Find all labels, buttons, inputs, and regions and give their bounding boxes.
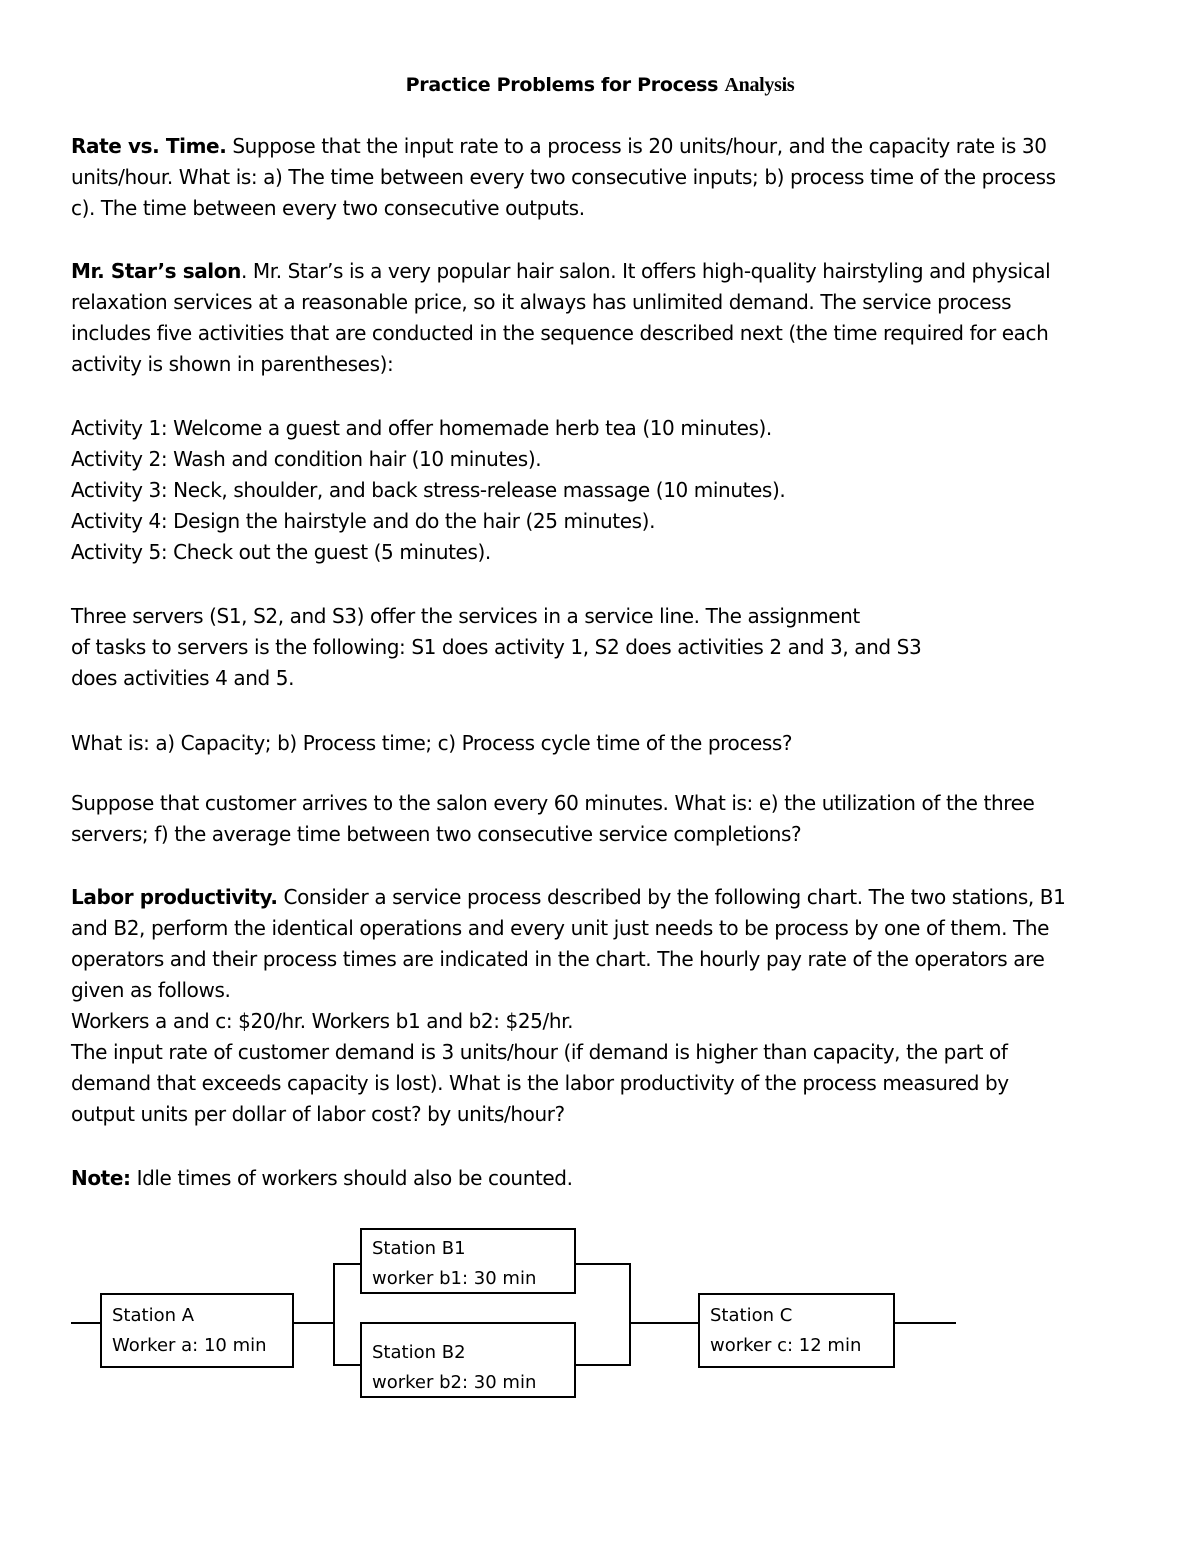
merge-to-c-line [629,1322,700,1324]
salon-line: relaxation services at a reasonable price, so it always has unlimited demand. The service process [71,290,1012,314]
labor-line: given as follows. [71,978,231,1002]
station-b2-name: Station B2 [372,1342,466,1363]
activity-item: Activity 3: Neck, shoulder, and back stress-release massage (10 minutes). [71,478,786,502]
labor-line: Consider a service process described by the following chart. The two stations, B1 [283,885,1066,909]
input-line [71,1322,102,1324]
activity-list [71,413,1141,568]
title-tail: Analysis [724,74,795,96]
labor-line: operators and their process times are indicated in the chart. The hourly pay rate of the operators are [71,947,1045,971]
station-c-box [698,1293,895,1368]
salon-paragraph [71,256,1141,380]
question-2-line: servers; f) the average time between two consecutive service completions? [71,822,802,846]
note-text: Idle times of workers should also be counted. [136,1166,573,1190]
station-a-name: Station A [112,1305,195,1326]
servers-paragraph [71,601,1141,694]
question-2 [71,788,1141,850]
b1-to-merge-line [574,1263,631,1265]
page-title [0,74,1200,97]
rate-line: c). The time between every two consecutive outputs. [71,196,585,220]
station-b1-box [360,1228,576,1294]
labor-paragraph [71,882,1141,1130]
servers-line: Three servers (S1, S2, and S3) offer the services in a service line. The assignment [71,604,860,628]
labor-line: demand that exceeds capacity is lost). What is the labor productivity of the process measured by [71,1071,1009,1095]
salon-heading: Mr. Star’s salon [71,259,241,283]
servers-line: does activities 4 and 5. [71,666,295,690]
station-a-worker: Worker a: 10 min [112,1335,267,1356]
station-b2-box [360,1322,576,1398]
activity-item: Activity 2: Wash and condition hair (10 minutes). [71,447,542,471]
note-paragraph [71,1163,1141,1194]
labor-line: output units per dollar of labor cost? by units/hour? [71,1102,565,1126]
servers-line: of tasks to servers is the following: S1 does activity 1, S2 does activities 2 and 3, and S3 [71,635,922,659]
salon-line: activity is shown in parentheses): [71,352,394,376]
activity-item: Activity 4: Design the hairstyle and do the hair (25 minutes). [71,509,656,533]
station-c-name: Station C [710,1305,793,1326]
labor-line: Workers a and c: $20/hr. Workers b1 and b2: $25/hr. [71,1009,574,1033]
b2-to-merge-line [574,1364,631,1366]
salon-line: . Mr. Star’s is a very popular hair salon. It offers high-quality hairstyling and physical [240,259,1051,283]
question-2-line: Suppose that customer arrives to the salon every 60 minutes. What is: e) the utilization of the three [71,791,1035,815]
activity-item: Activity 5: Check out the guest (5 minutes). [71,540,491,564]
split-vertical-line [333,1263,335,1366]
split-to-b2-line [333,1364,362,1366]
merge-vertical-line [629,1263,631,1366]
question-1-text: What is: a) Capacity; b) Process time; c) Process cycle time of the process? [71,731,793,755]
title-main: Practice Problems for Process [405,74,719,96]
rate-line: Suppose that the input rate to a process is 20 units/hour, and the capacity rate is 30 [232,134,1047,158]
question-1 [71,728,1141,759]
labor-line: The input rate of customer demand is 3 units/hour (if demand is higher than capacity, the part of [71,1040,1008,1064]
labor-heading: Labor productivity. [71,885,278,909]
station-a-box [100,1293,294,1368]
labor-line: and B2, perform the identical operations and every unit just needs to be process by one of them. The [71,916,1050,940]
rate-line: units/hour. What is: a) The time between every two consecutive inputs; b) process time of the process [71,165,1056,189]
split-to-b1-line [333,1263,362,1265]
activity-item: Activity 1: Welcome a guest and offer homemade herb tea (10 minutes). [71,416,772,440]
note-heading: Note: [71,1166,131,1190]
station-b1-worker: worker b1: 30 min [372,1268,537,1289]
rate-heading: Rate vs. Time. [71,134,227,158]
station-c-worker: worker c: 12 min [710,1335,862,1356]
station-b1-name: Station B1 [372,1238,466,1259]
output-line [893,1322,956,1324]
station-b2-worker: worker b2: 30 min [372,1372,537,1393]
connector-a-split [292,1322,334,1324]
rate-paragraph [71,131,1141,224]
salon-line: includes five activities that are conducted in the sequence described next (the time required for each [71,321,1049,345]
